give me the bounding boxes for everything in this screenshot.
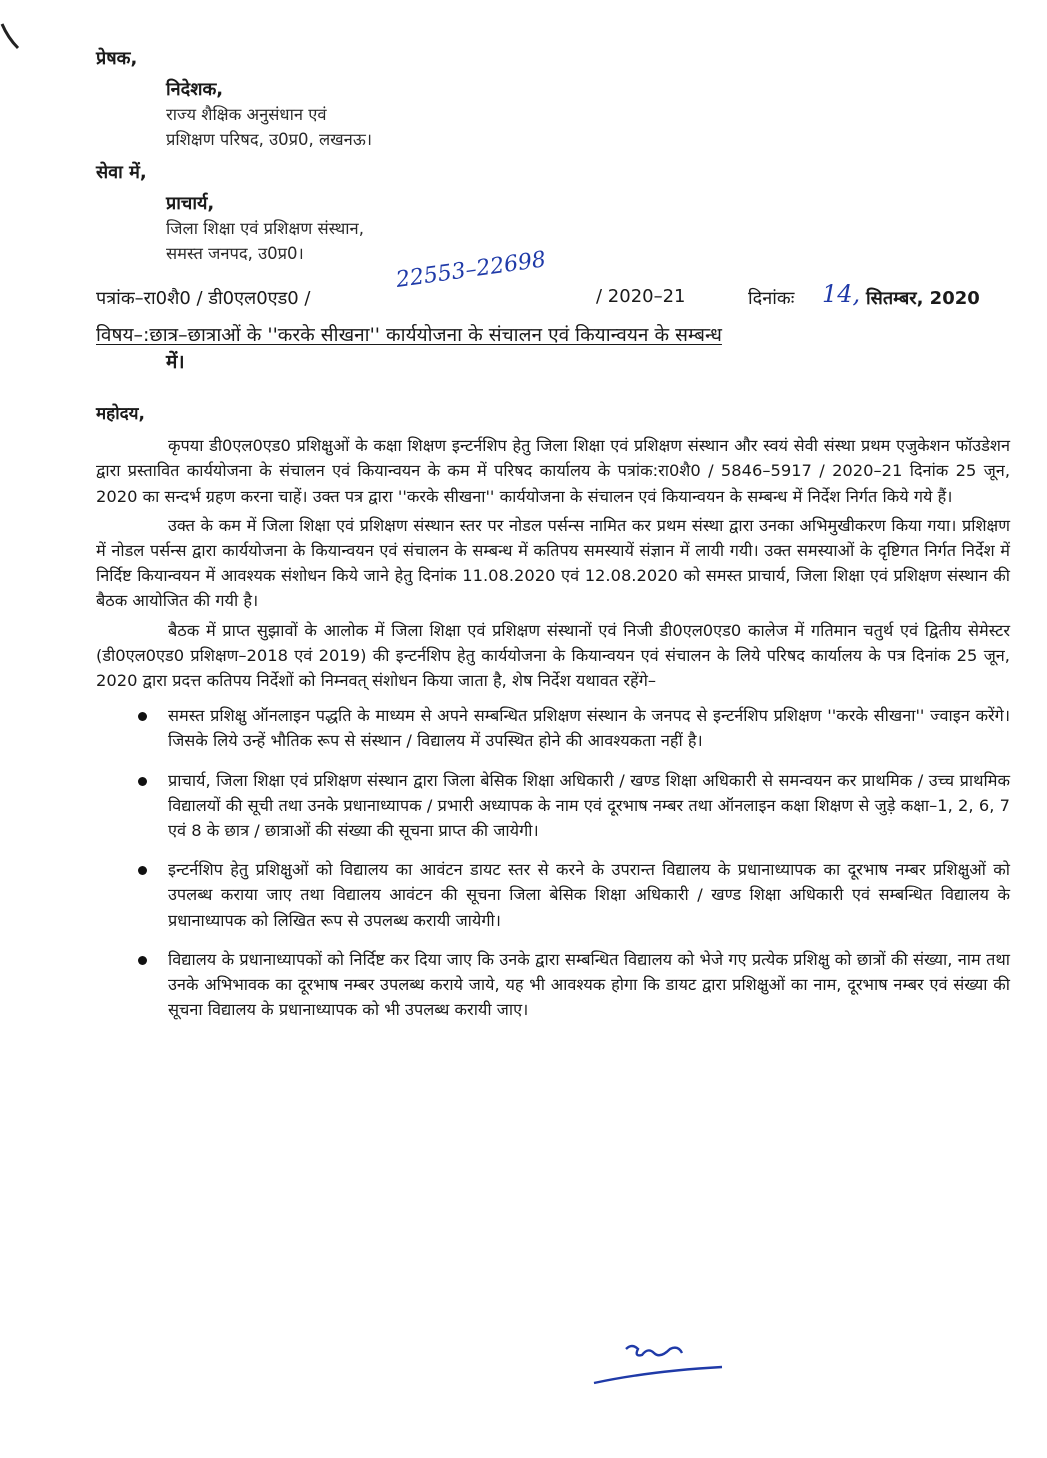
list-item-text: प्राचार्य, जिला शिक्षा एवं प्रशिक्षण संस्थान द्वारा जिला बेसिक शिक्षा अधिकारी / खण्ड शिक्षा अधिकारी से समन्वयन कर प्राथमिक / उच्च प्राथमिक विद्यालयों की सूची तथा उनके प्रधानाध्यापक / प्रभारी अध्यापक के नाम एवं दूरभाष नम्बर तथा ऑनलाइन कक्षा शिक्षण से जुड़े कक्षा–1, 2, 6, 7 एवं 8 के छात्र / छात्राओं की संख्या की सूचना प्राप्त की जायेगी। [168,770,1010,841]
subject-block [96,322,1010,376]
signature [590,1335,740,1395]
subject-text: छात्र–छात्राओं के ''करके सीखना'' कार्ययोजना के संचालन एवं कियान्वयन के सम्बन्ध [149,324,722,346]
list-item [96,947,1010,1023]
date-label: दिनांकः [748,288,795,309]
handwritten-reference-number: 22553–22698 [394,247,548,293]
bullet-icon [138,777,147,786]
sender-title: निदेशक, [166,79,224,100]
bullet-icon [138,712,147,721]
recipient-block [96,160,1005,266]
list-item-text: इन्टर्नशिप हेतु प्रशिक्षुओं को विद्यालय का आवंटन डायट स्तर से करने के उपरान्त विद्यालय के प्रधानाध्यापक का दूरभाष नम्बर प्रशिक्षुओं को उपलब्ध कराया जाए तथा विद्यालय आवंटन की सूचना जिला बेसिक शिक्षा अधिकारी / खण्ड शिक्षा अधिकारी एवं सम्बन्धित विद्यालय के प्रधानाध्यापक को लिखित रूप से उपलब्ध करायी जायेगी। [168,860,1010,930]
subject-label: विषय–: [96,324,150,346]
subject-text-continued: में। [166,351,185,373]
recipient-label: सेवा में, [96,162,147,183]
sender-org-line2: प्रशिक्षण परिषद, उ0प्र0, लखनऊ। [166,130,373,149]
sender-block [96,46,1005,152]
date-month-year: सितम्बर, 2020 [866,288,980,309]
scan-artifact-mark [0,22,22,52]
recipient-org-line1: जिला शिक्षा एवं प्रशिक्षण संस्थान, [166,219,364,238]
bullet-icon [138,956,147,965]
bullet-icon [138,866,147,875]
sender-label: प्रेषक, [96,48,138,69]
sender-org-line1: राज्य शैक्षिक अनुसंधान एवं [166,105,327,124]
salutation: महोदय, [96,404,145,424]
instruction-list [96,703,1010,1022]
list-item [96,857,1010,933]
reference-prefix: पत्रांक–रा0शै0 / डी0एल0एड0 / [96,288,311,309]
paragraph: उक्त के कम में जिला शिक्षा एवं प्रशिक्षण संस्थान स्तर पर नोडल पर्सन्स नामित कर प्रथम संस्था द्वारा उनका अभिमुखीकरण किया गया। प्रशिक्षण में नोडल पर्सन्स द्वारा कार्ययोजना के कियान्वयन एवं संचालन के सम्बन्ध में कतिपय समस्यायें संज्ञान में लायी गयी। उक्त समस्याओं के दृष्टिगत निर्गत निर्देश में निर्दिष्ट कियान्वयन में आवश्यक संशोधन किये जाने हेतु दिनांक 11.08.2020 एवं 12.08.2020 को समस्त प्राचार्य, जिला शिक्षा एवं प्रशिक्षण संस्थान की बैठक आयोजित की गयी है। [96,515,1010,611]
list-item-text: समस्त प्रशिक्षु ऑनलाइन पद्धति के माध्यम से अपने सम्बन्धित प्रशिक्षण संस्थान के जनपद से इन्टर्नशिप प्रशिक्षण ''करके सीखना'' ज्वाइन करेंगे। जिसके लिये उन्हें भौतिक रूप से संस्थान / विद्यालय में उपस्थित होने की आवश्यकता नहीं है। [168,706,1010,751]
recipient-org-line2: समस्त जनपद, उ0प्र0। [166,244,304,263]
paragraph: बैठक में प्राप्त सुझावों के आलोक में जिला शिक्षा एवं प्रशिक्षण संस्थानों एवं निजी डी0एल0एड0 कालेज में गतिमान चतुर्थ एवं द्वितीय सेमेस्टर (डी0एल0एड0 प्रशिक्षण–2018 एवं 2019) की इन्टर्नशिप हेतु कार्ययोजना के कियान्वयन एवं संचालन के लिये परिषद कार्यालय के पत्र दिनांक 25 जून, 2020 द्वारा प्रदत्त कतिपय निर्देशों को निम्नवत् संशोधन किया जाता है, शेष निर्देश यथावत रहेंगे– [96,620,1010,691]
list-item-text: विद्यालय के प्रधानाध्यापकों को निर्दिष्ट कर दिया जाए कि उनके द्वारा सम्बन्धित विद्यालय को भेजे गए प्रत्येक प्रशिक्षु को छात्रों की संख्या, नाम तथा उनके अभिभावक का दूरभाष नम्बर उपलब्ध कराये जाये, यह भी आवश्यक होगा कि डायट द्वारा प्रशिक्षुओं का नाम, दूरभाष नम्बर एवं संख्या की सूचना विद्यालय के प्रधानाध्यापक को भी उपलब्ध करायी जाए। [168,949,1010,1020]
reference-year: / 2020–21 [596,286,686,307]
letter-body [96,402,1010,1036]
list-item [96,768,1010,844]
paragraph: कृपया डी0एल0एड0 प्रशिक्षुओं के कक्षा शिक्षण इन्टर्नशिप हेतु जिला शिक्षा एवं प्रशिक्षण संस्थान और स्वयं सेवी संस्था प्रथम एजुकेशन फॉउडेशन द्वारा प्रस्तावित कार्ययोजना के संचालन एवं कियान्वयन के कम में परिषद कार्यालय के पत्रांक:रा0शै0 / 5846–5917 / 2020–21 दिनांक 25 जून, 2020 का सन्दर्भ ग्रहण करना चाहें। उक्त पत्र द्वारा ''करके सीखना'' कार्ययोजना के संचालन एवं कियान्वयन के सम्बन्ध में निर्देश निर्गत किये गये हैं। [96,436,1010,506]
handwritten-date-day: 14, [822,280,861,308]
list-item [96,703,1010,753]
recipient-title: प्राचार्य, [166,193,215,214]
